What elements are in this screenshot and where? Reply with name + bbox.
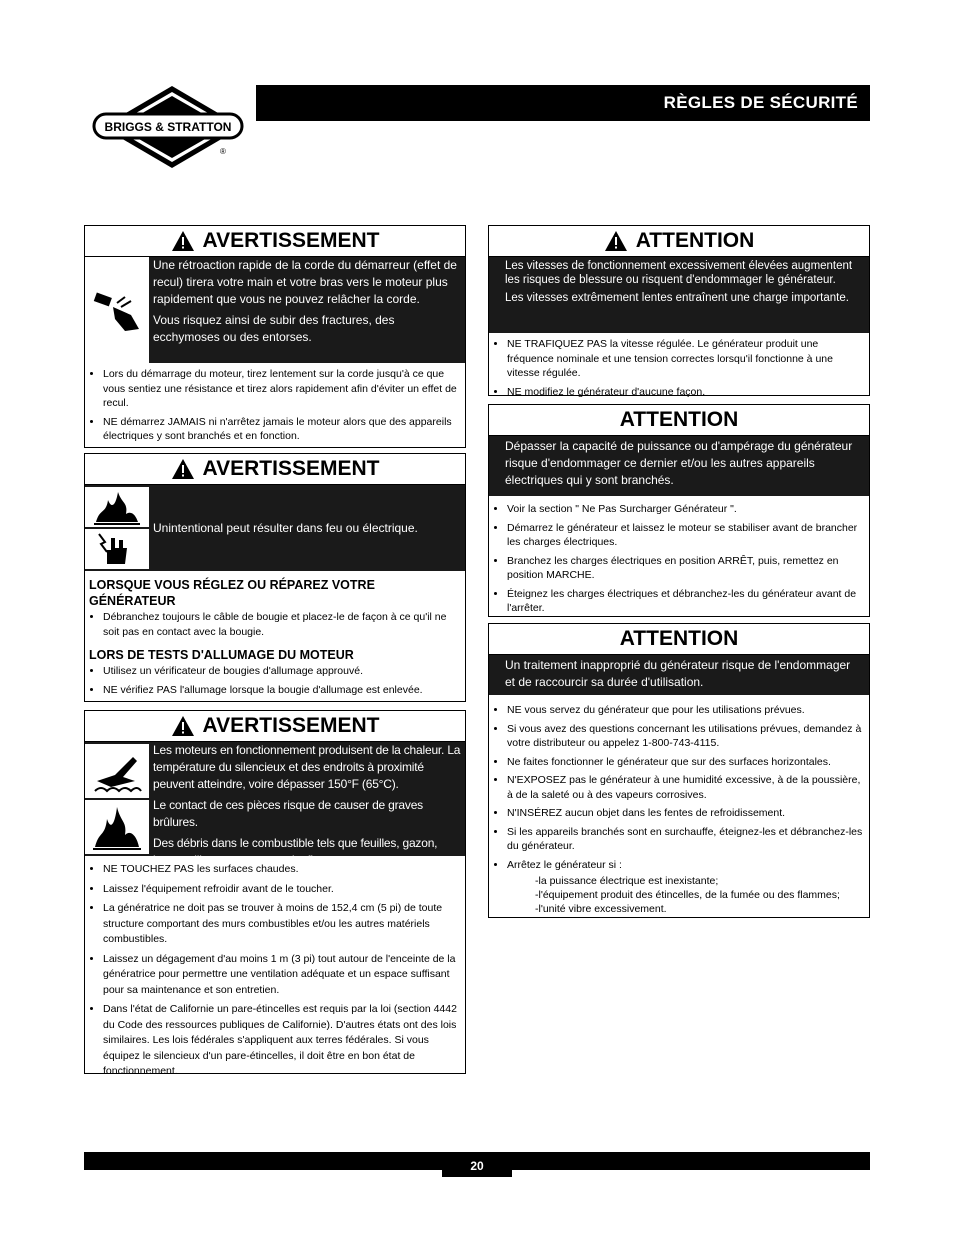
hazard-paragraph: Des débris dans le combustible tels que feuilles, gazon, broussailles, etc. peuvent s'enflammer. (153, 836, 438, 867)
sub-item: -l'équipement produit des étincelles, de la fumée ou des flammes; (535, 889, 840, 901)
warning-title: AVERTISSEMENT (202, 457, 380, 480)
instruction-list (489, 496, 869, 624)
list-item: • NE démarrez JAMAIS ni n'arrêtez jamais le moteur alors que des appareils électriques y sont branchés et en fonction. (103, 415, 461, 444)
sub-item: -l'unité vibre excessivement. (535, 903, 667, 915)
hazard-paragraph: Les moteurs en fonctionnement produisent de la chaleur. La température du silencieux et des endroits à proximité peuvent atteindre, voire dépasser 150°F (65°C). (153, 743, 461, 791)
caution-box-misuse (488, 623, 870, 918)
header-bar (256, 85, 870, 121)
electric-shock-icon (85, 529, 149, 569)
list-item: • N'EXPOSEZ pas le générateur à une humidité excessive, à de la poussière, à de la saleté ou à des vapeurs corrosives. (507, 773, 865, 802)
speed-hazard-text (489, 257, 869, 333)
list-item: • NE TOUCHEZ PAS les surfaces chaudes. (103, 862, 461, 878)
instruction-list (489, 695, 869, 876)
hazard-paragraph: Les vitesses de fonctionnement excessivement élevées augmentent les risques de blessure ou risquent d'endommager le générateur. (505, 260, 853, 286)
hazard-paragraph: Les vitesses extrêmement lentes entraînent une charge importante. (505, 292, 849, 304)
list-item: • NE TRAFIQUEZ PAS la vitesse régulée. Le générateur produit une fréquence nominale et une tension correctes lorsqu'il fonctionne à une vitesse régulée. (507, 337, 865, 381)
caution-header (489, 624, 869, 655)
caution-header (489, 405, 869, 436)
subheading: LORS DE TESTS D'ALLUMAGE DU MOTEUR (89, 648, 354, 662)
registered-mark: ® (220, 147, 226, 156)
list-item: • Laissez l'équipement refroidir avant de le toucher. (103, 882, 461, 898)
section-title: RÈGLES DE SÉCURITÉ (663, 93, 858, 112)
heat-hazard-text (149, 742, 465, 867)
misuse-hazard-text (489, 655, 869, 695)
recoil-hazard-text (149, 257, 465, 363)
list-item: • NE vérifiez PAS l'allumage lorsque la bougie d'allumage est enlevée. (103, 683, 461, 698)
list-item: • Débranchez toujours le câble de bougie et placez-le de façon à ce qu'il ne soit pas en contact avec la bougie. (103, 610, 461, 639)
list-item: • Branchez les charges électriques en position ARRÊT, puis, remettez en position MARCHE. (507, 554, 865, 583)
instruction-list (85, 363, 465, 452)
svg-text:BRIGGS & STRATTON (105, 120, 232, 134)
caution-box-overload (488, 404, 870, 617)
caution-box-speed (488, 225, 870, 396)
instruction-list (85, 663, 465, 705)
list-item: • Voir la section " Ne Pas Surcharger Générateur ". (507, 502, 865, 517)
caution-title: ATTENTION (619, 627, 739, 650)
warning-header (85, 226, 465, 257)
warning-triangle-icon (171, 230, 195, 252)
warning-title: AVERTISSEMENT (202, 229, 380, 252)
warning-triangle-icon (171, 458, 195, 480)
hazard-paragraph: Le contact de ces pièces risque de causer de graves brûlures. (153, 798, 423, 829)
recoil-hand-icon (85, 257, 149, 363)
instruction-list (85, 856, 465, 1088)
warning-triangle-icon (604, 230, 628, 252)
logo-text: BRIGGS & STRATTON (104, 120, 232, 134)
list-item: • Utilisez un vérificateur de bougies d'allumage approuvé. (103, 664, 461, 679)
fire-icon (85, 487, 149, 527)
list-item: • Laissez un dégagement d'au moins 1 m (3 pi) tout autour de l'enceinte de la génératrice pour permettre une ventilation adéquate et un espace suffisant pour sa maintenance et son entretien. (103, 952, 461, 999)
list-item: • Dans l'état de Californie un pare-étincelles est requis par la loi (section 4442 du Code des ressources publiques de Californie). D'autres états ont des lois similaires. Les lois fédérales s'appliquent aux terres fédérales. Si vous équipez le silencieux d'un pare-étincelles, il doit être en bon état de fonctionnement. (103, 1002, 461, 1080)
page-number: 20 (442, 1152, 512, 1177)
list-item: • La génératrice ne doit pas se trouver à moins de 152,4 cm (5 pi) de toute structure comportant des murs combustibles et/ou les autres matériels combustibles. (103, 901, 461, 948)
list-item: • Lors du démarrage du moteur, tirez lentement sur la corde jusqu'à ce que vous sentiez une résistance et tirez alors rapidement afin d'éviter un effet de recul. (103, 367, 461, 411)
caution-title: ATTENTION (635, 229, 755, 252)
list-item: • Si vous avez des questions concernant les utilisations prévues, demandez à votre distributeur ou appelez 1-800-743-4115. (507, 722, 865, 751)
fire-icon (85, 800, 149, 854)
warning-box-recoil (84, 225, 466, 448)
list-item: • Ne faites fonctionner le générateur que sur des surfaces horizontales. (507, 755, 865, 770)
hazard-paragraph: Un traitement inapproprié du générateur risque de l'endommager et de raccourcir sa durée d'utilisation. (505, 658, 851, 689)
brand-logo (92, 84, 252, 170)
warning-header (85, 711, 465, 742)
list-item: • NE modifiez le générateur d'aucune façon. (507, 385, 865, 400)
list-item: • N'INSÉREZ aucun objet dans les fentes de refroidissement. (507, 806, 865, 821)
list-item: • Si les appareils branchés sont en surchauffe, éteignez-les et débranchez-les du générateur. (507, 825, 865, 854)
instruction-list (489, 333, 869, 407)
overload-hazard-text (489, 436, 869, 496)
list-item: • NE vous servez du générateur que pour les utilisations prévues. (507, 703, 865, 718)
hazard-paragraph: Dépasser la capacité de puissance ou d'ampérage du générateur risque d'endommager ce dernier et/ou les autres appareils électriques qui y sont branchés. (505, 439, 853, 487)
hot-surface-icon (85, 744, 149, 798)
caution-title: ATTENTION (619, 408, 739, 431)
subheading: LORSQUE VOUS RÉGLEZ OU RÉPAREZ VOTRE GÉNÉRATEUR (89, 578, 375, 608)
warning-header (85, 454, 465, 485)
instruction-list (85, 609, 465, 647)
list-item: • Démarrez le générateur et laissez le moteur se stabiliser avant de brancher les charges électriques. (507, 521, 865, 550)
list-item: • Éteignez les charges électriques et débranchez-les du générateur avant de l'arrêter. (507, 587, 865, 616)
warning-triangle-icon (171, 715, 195, 737)
list-item: • Arrêtez le générateur si : (507, 858, 865, 873)
warning-title: AVERTISSEMENT (202, 714, 380, 737)
warning-box-heat (84, 710, 466, 1077)
warning-box-spark (84, 453, 466, 702)
hazard-paragraph: Vous risquez ainsi de subir des fractures, des ecchymoses ou des entorses. (153, 313, 395, 344)
spark-hazard-text: Unintentional peut résulter dans feu ou électrique. (149, 485, 465, 571)
caution-header (489, 226, 869, 257)
hazard-paragraph: Une rétroaction rapide de la corde du démarreur (effet de recul) tirera votre main et votre bras vers le moteur plus rapidement que vous ne pouvez relâcher la corde. (153, 258, 457, 306)
sub-item: -la puissance électrique est inexistante; (535, 875, 719, 887)
